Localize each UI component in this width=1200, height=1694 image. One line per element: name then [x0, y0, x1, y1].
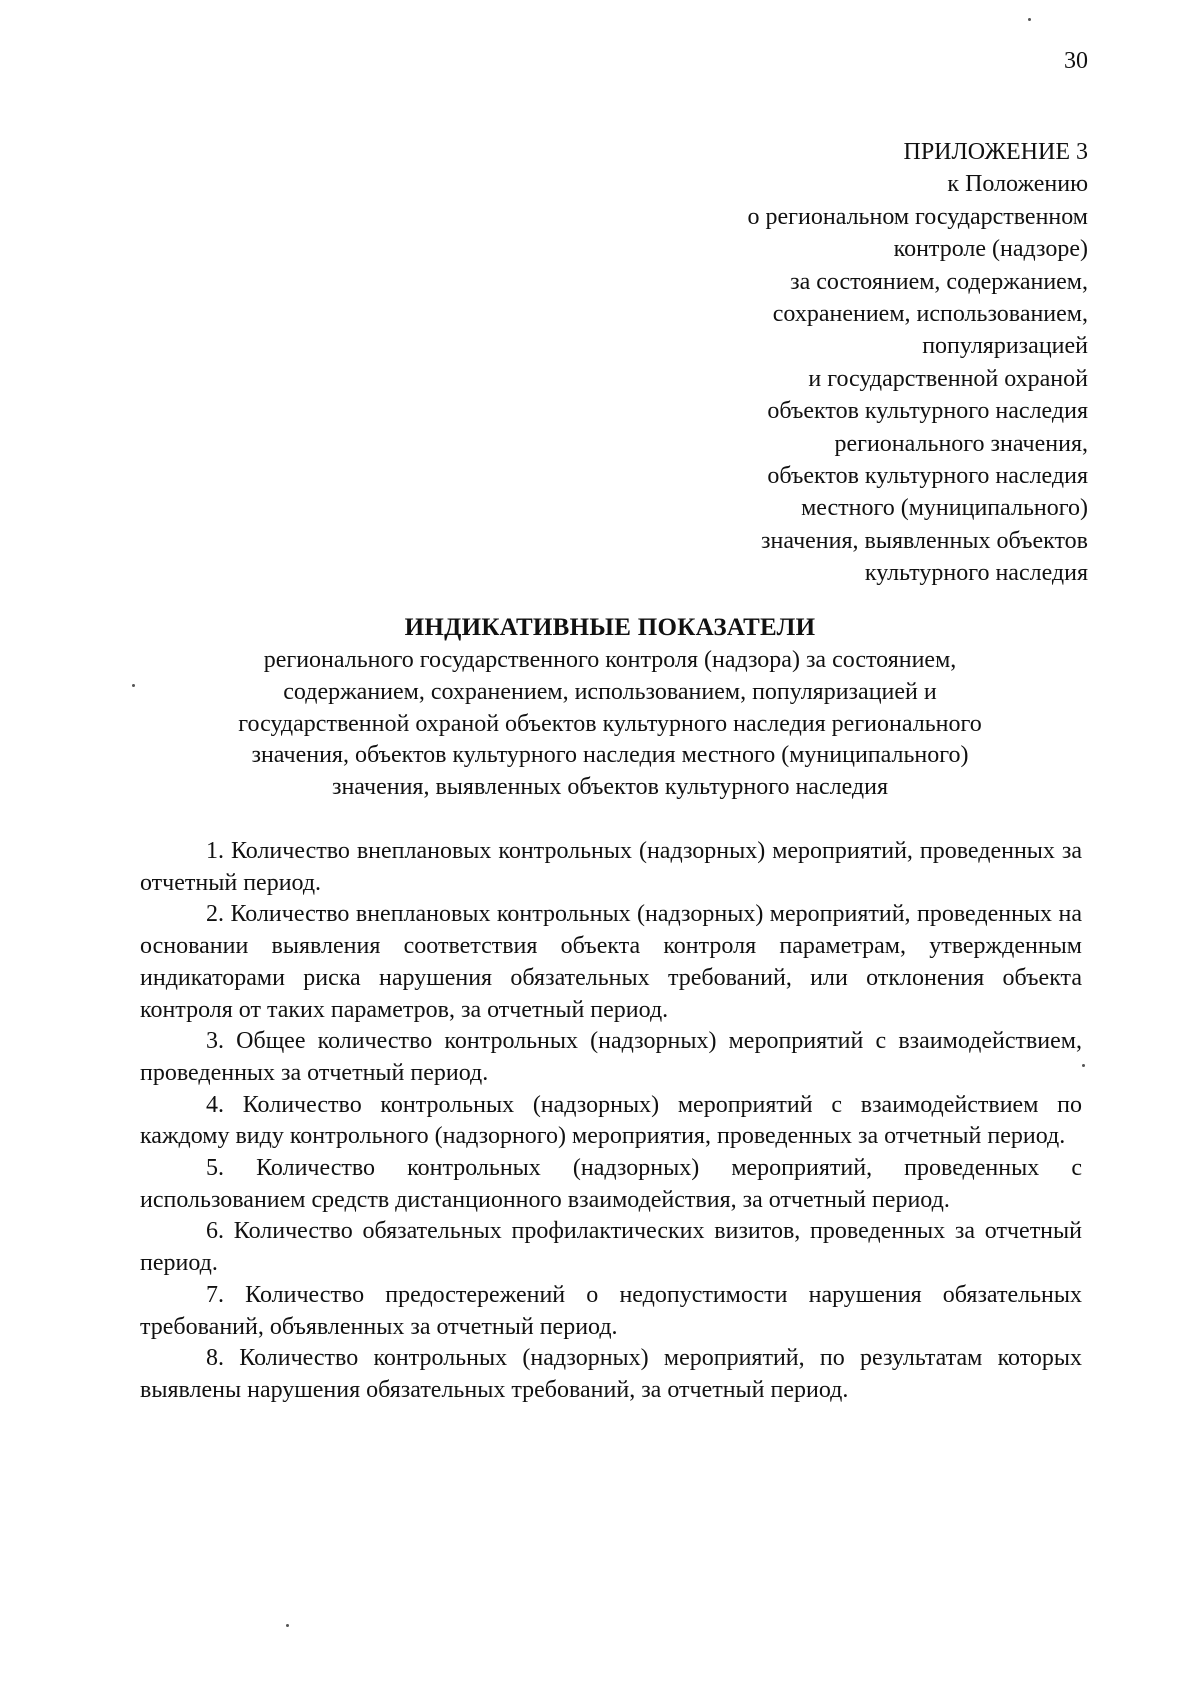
scan-speck	[1028, 18, 1031, 21]
indicator-item-8: 8. Количество контрольных (надзорных) мероприятий, по результатам которых выявлены нарушения обязательных требований, за отчетный период.	[140, 1345, 1082, 1403]
scan-speck	[286, 1624, 289, 1627]
appendix-line: за состоянием, содержанием,	[790, 268, 1088, 295]
appendix-header	[468, 136, 1088, 590]
appendix-line: значения, выявленных объектов	[761, 527, 1088, 554]
subtitle-line: значения, объектов культурного наследия местного (муниципального)	[251, 742, 969, 769]
indicator-item-5: 5. Количество контрольных (надзорных) мероприятий, проведенных с использованием средств дистанционного взаимодействия, за отчетный период.	[140, 1155, 1082, 1213]
indicator-item-7: 7. Количество предостережений о недопустимости нарушения обязательных требований, объявленных за отчетный период.	[140, 1281, 1082, 1340]
indicator-item-6: 6. Количество обязательных профилактических визитов, проведенных за отчетный период.	[140, 1218, 1082, 1277]
appendix-line: и государственной охраной	[808, 365, 1088, 392]
appendix-line: сохранением, использованием,	[772, 301, 1088, 328]
appendix-line: популяризацией	[922, 333, 1088, 360]
indicator-item-3: 3. Общее количество контрольных (надзорных) мероприятий с взаимодействием, проведенных за отчетный период.	[140, 1028, 1082, 1086]
scan-speck	[1082, 1064, 1085, 1067]
subtitle-line: регионального государственного контроля (надзора) за состоянием,	[263, 647, 957, 673]
appendix-line: о региональном государственном	[747, 203, 1088, 230]
appendix-line: к Положению	[947, 171, 1088, 198]
document-title: ИНДИКАТИВНЫЕ ПОКАЗАТЕЛИ	[404, 614, 816, 641]
page-number: 30	[1064, 48, 1088, 74]
indicator-item-2: 2. Количество внеплановых контрольных (надзорных) мероприятий, проведенных на основании выявления соответствия объекта контроля параметрам, утвержденным индикаторами риска нарушения обязательных требований, или отклонения объекта контроля от таких параметров, за отчетный период.	[140, 901, 1082, 1023]
document-subtitle	[140, 645, 1080, 804]
appendix-line: культурного наследия	[864, 560, 1088, 587]
subtitle-line: значения, выявленных объектов культурного наследия	[331, 774, 889, 801]
appendix-line: ПРИЛОЖЕНИЕ 3	[903, 139, 1088, 165]
appendix-line: местного (муниципального)	[801, 495, 1088, 522]
subtitle-line: государственной охраной объектов культурного наследия регионального	[238, 710, 982, 737]
indicator-list	[140, 836, 1082, 1407]
indicator-item-4: 4. Количество контрольных (надзорных) мероприятий с взаимодействием по каждому виду контрольного (надзорного) мероприятия, проведенных за отчетный период.	[140, 1091, 1082, 1150]
scan-speck	[132, 684, 135, 687]
appendix-line: объектов культурного наследия	[767, 463, 1088, 490]
appendix-line: контроле (надзоре)	[893, 236, 1088, 263]
subtitle-line: содержанием, сохранением, использованием, популяризацией и	[283, 678, 937, 705]
indicator-item-1: 1. Количество внеплановых контрольных (надзорных) мероприятий, проведенных за отчетный период.	[140, 838, 1082, 896]
appendix-line: объектов культурного наследия	[767, 398, 1088, 425]
appendix-line: регионального значения,	[834, 430, 1088, 457]
